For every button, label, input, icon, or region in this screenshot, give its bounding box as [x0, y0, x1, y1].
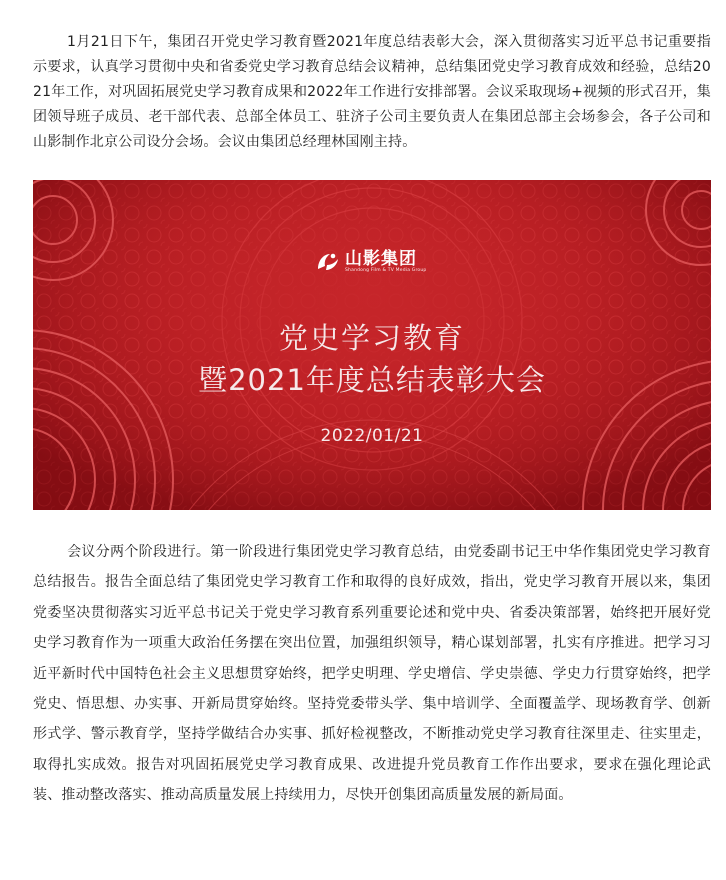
company-logo: [315, 250, 427, 274]
paragraph-summary: [33, 537, 711, 811]
logo-chinese-name: 山影集团: [345, 249, 417, 269]
banner-date: 2022/01/21: [320, 426, 424, 446]
banner-title-line2: 暨2021年度总结表彰大会: [198, 363, 546, 397]
logo-english-name: Shandong Film & TV Media Group: [345, 268, 427, 273]
paragraph-intro: [33, 30, 711, 155]
paragraph-summary-text: 会议分两个阶段进行。第一阶段进行集团党史学习教育总结，由党委副书记王中华作集团党史学习教育总结报告。报告全面总结了集团党史学习教育工作和取得的良好成效，指出，党史学习教育开展以来，集团党委坚决贯彻落实习近平总书记关于党史学习教育系列重要论述和党中央、省委决策部署，始终把开展好党史学习教育作为一项重大政治任务摆在突出位置，加强组织领导，精心谋划部署，扎实有序推进。把学习习近平新时代中国特色社会主义思想贯穿始终，把学史明理、学史增信、学史崇德、学史力行贯穿始终，把学党史、悟思想、办实事、开新局贯穿始终。坚持党委带头学、集中培训学、全面覆盖学、现场教育学、创新形式学、警示教育学，坚持学做结合办实事、抓好检视整改，不断推动党史学习教育往深里走、往实里走，取得扎实成效。报告对巩固拓展党史学习教育成果、改进提升党员教育工作作出要求，要求在强化理论武装、推动整改落实、推动高质量发展上持续用力，尽快开创集团高质量发展的新局面。: [33, 544, 711, 804]
paragraph-intro-text: 1月21日下午，集团召开党史学习教育暨2021年度总结表彰大会，深入贯彻落实习近平总书记重要指示要求，认真学习贯彻中央和省委党史学习教育总结会议精神，总结集团党史学习教育成效和经验，总结2021年工作，对巩固拓展党史学习教育成果和2022年工作进行安排部署。会议采取现场+视频的形式召开，集团领导班子成员、老干部代表、总部全体员工、驻济子公司主要负责人在集团总部主会场参会，各子公司和山影制作北京公司设分会场。会议由集团总经理林国刚主持。: [33, 34, 711, 150]
event-banner-image: [33, 180, 711, 510]
banner-title-line1: 党史学习教育: [278, 321, 465, 355]
shanying-logo-icon: [315, 251, 341, 273]
